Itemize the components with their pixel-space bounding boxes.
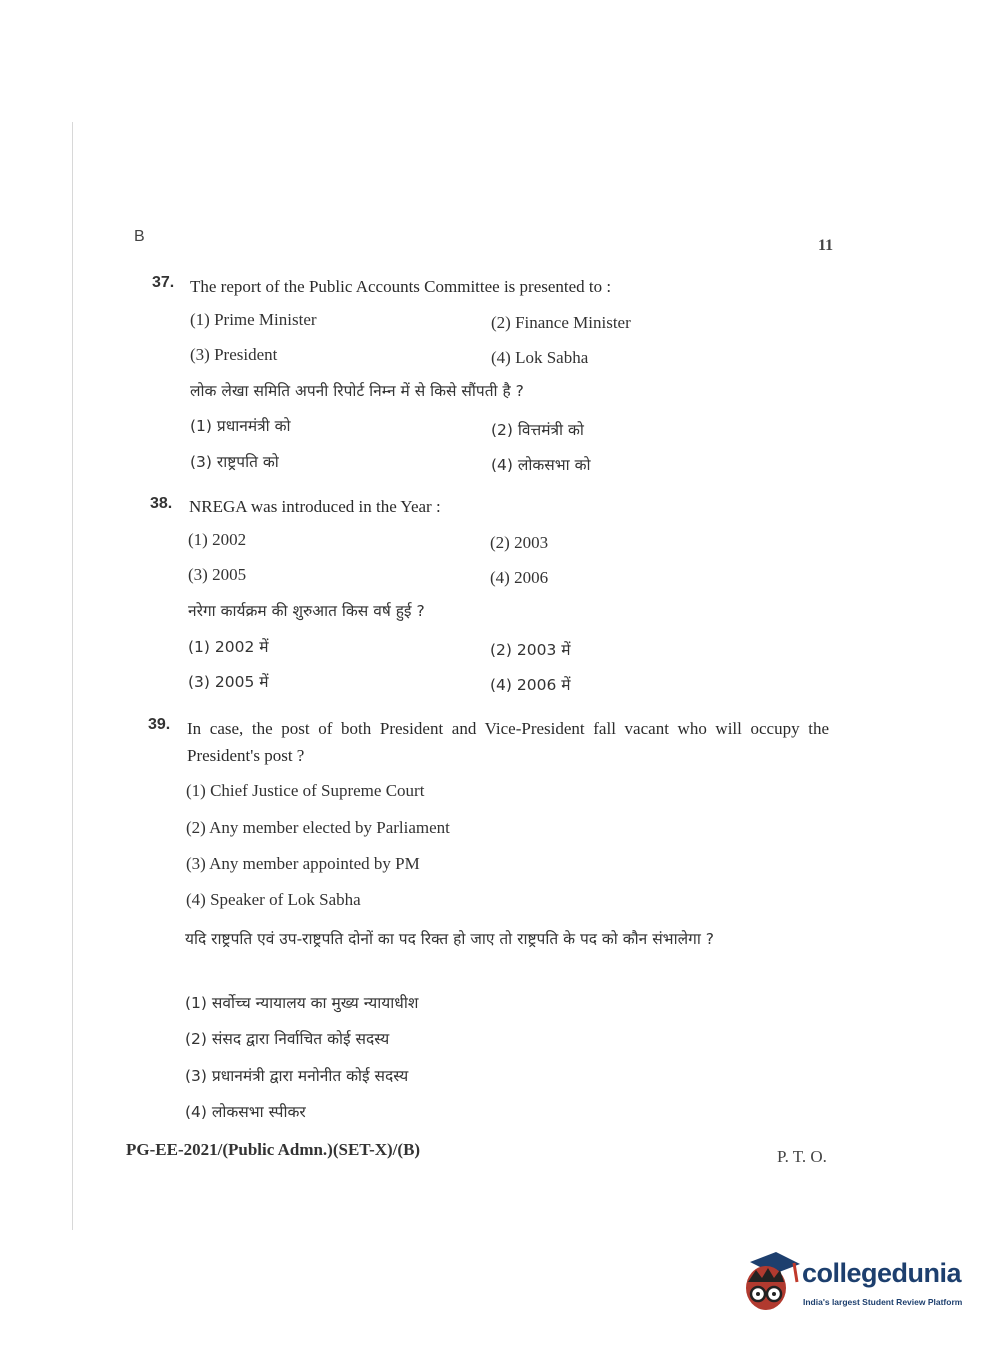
question-text: In case, the post of both President and Vice-President fall vacant who will occupy the President's post ? — [187, 719, 829, 765]
option-4-hindi: (4) लोकसभा को — [491, 456, 591, 474]
option-4-hindi: (4) 2006 में — [490, 676, 571, 694]
option-2-hindi: (2) संसद द्वारा निर्वाचित कोई सदस्य — [185, 1030, 390, 1048]
question-text-hindi: लोक लेखा समिति अपनी रिपोर्ट निम्न में से किसे सौंपती है ? — [190, 382, 524, 400]
option-2-hindi: (2) वित्तमंत्री को — [491, 421, 584, 439]
option-1-hindi: (1) प्रधानमंत्री को — [190, 417, 291, 435]
collegedunia-logo[interactable] — [742, 1248, 968, 1318]
option-3-hindi: (3) प्रधानमंत्री द्वारा मनोनीत कोई सदस्य — [185, 1067, 409, 1085]
question-number: 37. — [152, 274, 175, 291]
option-1: (1) 2002 — [188, 530, 247, 549]
option-1: (1) Chief Justice of Supreme Court — [186, 781, 425, 800]
question-text: The report of the Public Accounts Committee is presented to : — [190, 277, 612, 296]
page-binding-line — [72, 122, 73, 1230]
pto-label: P. T. O. — [777, 1147, 827, 1166]
option-1-hindi: (1) सर्वोच्च न्यायालय का मुख्य न्यायाधीश — [185, 994, 419, 1012]
option-3: (3) President — [190, 345, 278, 364]
question-number: 39. — [148, 716, 171, 733]
option-1-hindi: (1) 2002 में — [188, 638, 269, 656]
mascot-icon — [742, 1248, 802, 1318]
option-2: (2) Any member elected by Parliament — [186, 818, 450, 837]
question-number: 38. — [150, 495, 173, 512]
option-4-hindi: (4) लोकसभा स्पीकर — [185, 1103, 306, 1121]
option-3-hindi: (3) 2005 में — [188, 673, 269, 691]
option-4: (4) Lok Sabha — [491, 348, 589, 367]
option-3: (3) Any member appointed by PM — [186, 854, 420, 873]
option-4: (4) Speaker of Lok Sabha — [186, 890, 361, 909]
question-text: NREGA was introduced in the Year : — [189, 497, 441, 516]
option-4: (4) 2006 — [490, 568, 549, 587]
logo-tagline: India's largest Student Review Platform — [803, 1297, 963, 1307]
option-2: (2) Finance Minister — [491, 313, 631, 332]
option-2: (2) 2003 — [490, 533, 549, 552]
option-3: (3) 2005 — [188, 565, 247, 584]
option-3-hindi: (3) राष्ट्रपति को — [190, 453, 279, 471]
paper-code: PG-EE-2021/(Public Admn.)(SET-X)/(B) — [126, 1140, 421, 1159]
question-text-hindi: नरेगा कार्यक्रम की शुरुआत किस वर्ष हुई ? — [188, 602, 425, 620]
page-number: 11 — [818, 237, 834, 254]
logo-wordmark: collegedunia — [802, 1258, 962, 1288]
set-letter: B — [134, 228, 145, 245]
option-1: (1) Prime Minister — [190, 310, 317, 329]
option-2-hindi: (2) 2003 में — [490, 641, 571, 659]
question-text-hindi: यदि राष्ट्रपति एवं उप-राष्ट्रपति दोनों का पद रिक्त हो जाए तो राष्ट्रपति के पद को कौन संभालेगा ? — [185, 930, 714, 948]
